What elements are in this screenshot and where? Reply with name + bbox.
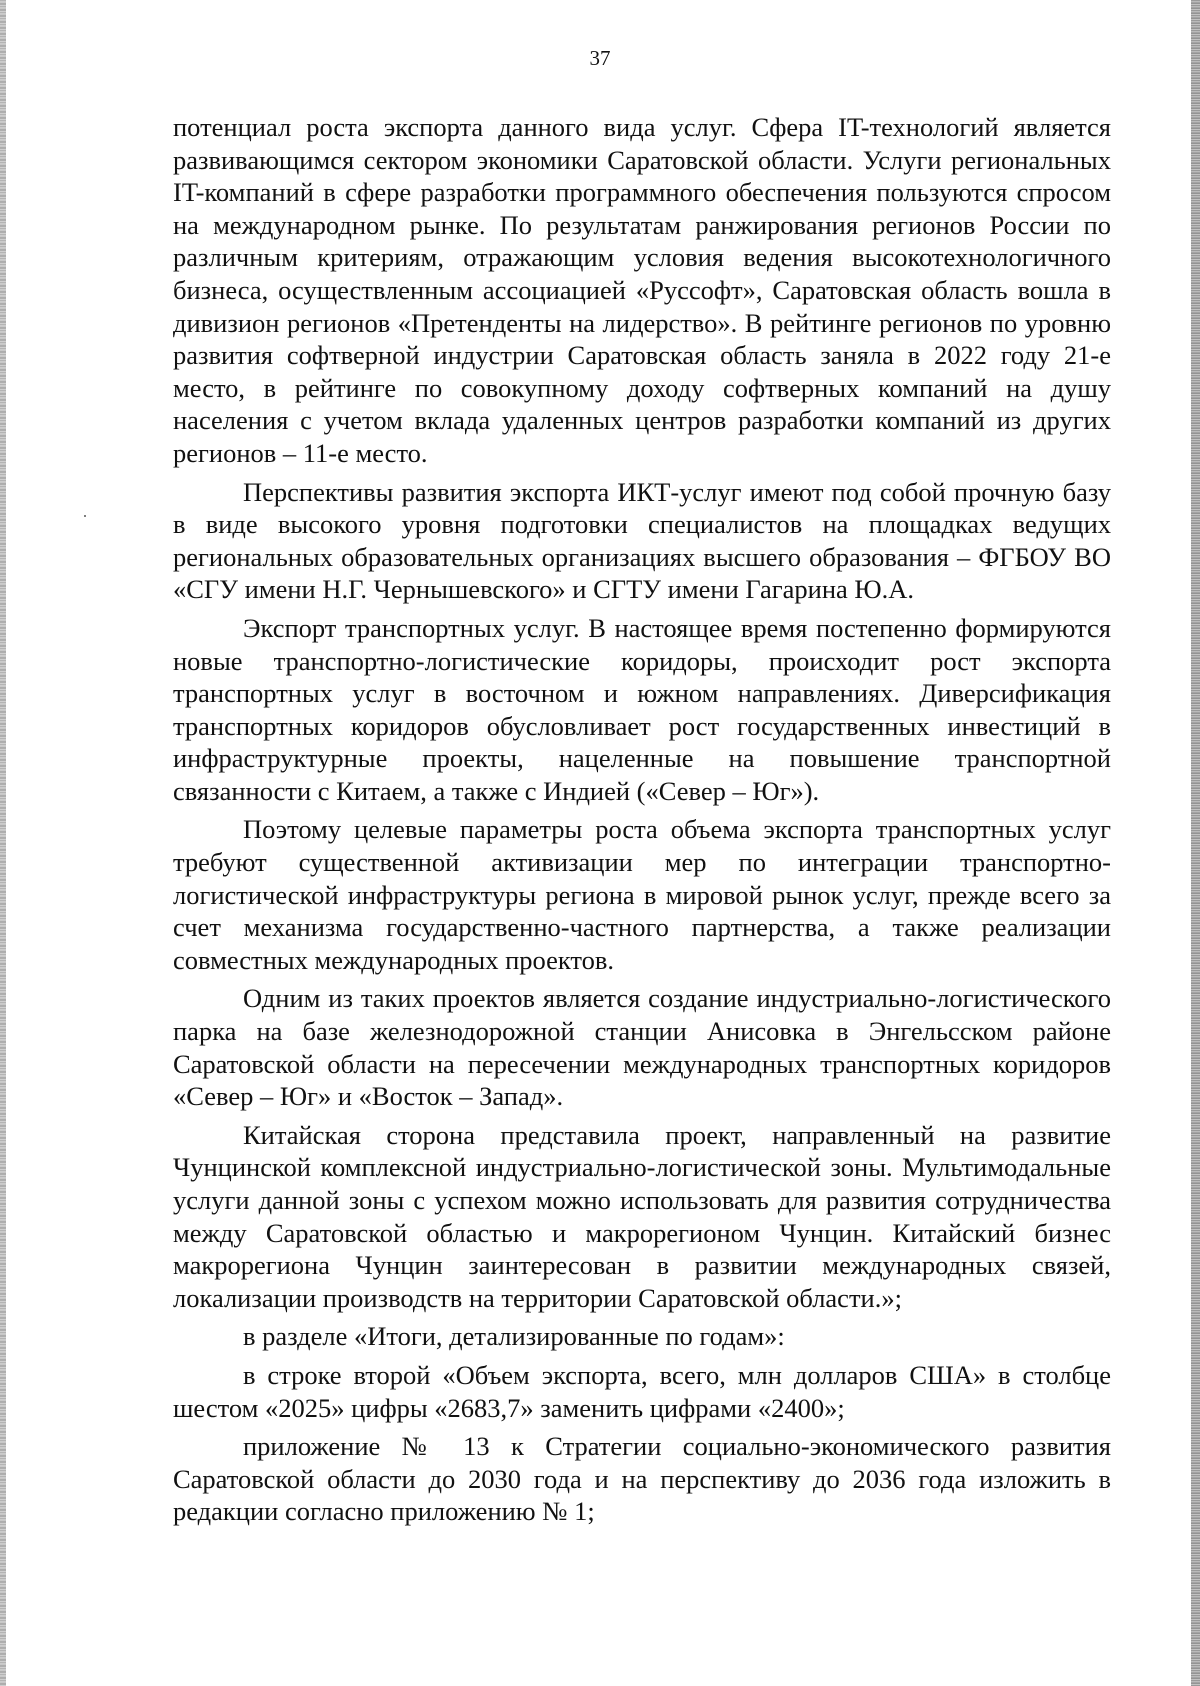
scan-edge-left [0, 0, 6, 1686]
scan-speck [84, 515, 86, 517]
paragraph-target-parameters: Поэтому целевые параметры роста объема экспорта транспортных услуг требуют существенной активизации мер по интеграции транспортно-логистической инфраструктуры региона в мировой рынок услуг, прежде всего за счет механизма государственно-частного партнерства, а также реализации совместных международных проектов. [173, 814, 1111, 975]
paragraph-ict-prospects: Перспективы развития экспорта ИКТ-услуг имеют под собой прочную базу в виде высокого уровня подготовки специалистов на площадках ведущих региональных образовательных организациях высшего образования – ФГБОУ ВО «СГУ имени Н.Г. Чернышевского» и СГТУ имени Гагарина Ю.А. [173, 476, 1111, 605]
page-number: 37 [589, 46, 611, 70]
scan-edge-right [1191, 0, 1200, 1686]
paragraph-anisovka-park: Одним из таких проектов является создание индустриально-логистического парка на базе железнодорожной станции Анисовка в Энгельсском районе Саратовской области на пересечении международных транспортных коридоров «Север – Юг» и «Восток – Запад». [173, 983, 1111, 1112]
document-body [173, 111, 1111, 1534]
paragraph-section-results: в разделе «Итоги, детализированные по годам»: [243, 1321, 785, 1352]
paragraph-chongqing: Китайская сторона представила проект, направленный на развитие Чунцинской комплексной индустриально-логистической зоны. Мультимодальные услуги данной зоны с успехом можно использовать для развития сотрудничества между Саратовской областью и макрорегионом Чунцин. Китайский бизнес макрорегиона Чунцин заинтересован в развитии международных связей, локализации производств на территории Саратовской области.»; [173, 1119, 1111, 1313]
paragraph-transport-export: Экспорт транспортных услуг. В настоящее время постепенно формируются новые транспортно-логистические коридоры, происходит рост экспорта транспортных услуг в восточном и южном направлениях. Диверсификация транспортных коридоров обусловливает рост государственных инвестиций в инфраструктурные проекты, нацеленные на повышение транспортной связанности с Китаем, а также с Индией («Север – Юг»). [173, 612, 1111, 806]
paragraph-row-two: в строке второй «Объем экспорта, всего, млн долларов США» в столбце шестом «2025» цифры «2683,7» заменить цифрами «2400»; [173, 1359, 1111, 1423]
paragraph-appendix-13: приложение № 13 к Стратегии социально-экономического развития Саратовской области до 2030 года и на перспективу до 2036 года изложить в редакции согласно приложению № 1; [173, 1431, 1111, 1527]
paragraph-it-export: потенциал роста экспорта данного вида услуг. Сфера IT-технологий является развивающимся сектором экономики Саратовской области. Услуги региональных IT-компаний в сфере разработки программного обеспечения пользуются спросом на международном рынке. По результатам ранжирования регионов России по различным критериям, отражающим условия ведения высокотехнологичного бизнеса, осуществленным ассоциацией «Руссофт», Саратовская область вошла в дивизион регионов «Претенденты на лидерство». В рейтинге регионов по уровню развития софтверной индустрии Саратовская область заняла в 2022 году 21-е место, в рейтинге по совокупному доходу софтверных компаний на душу населения с учетом вклада удаленных центров разработки компаний из других регионов – 11-е место. [173, 112, 1111, 468]
